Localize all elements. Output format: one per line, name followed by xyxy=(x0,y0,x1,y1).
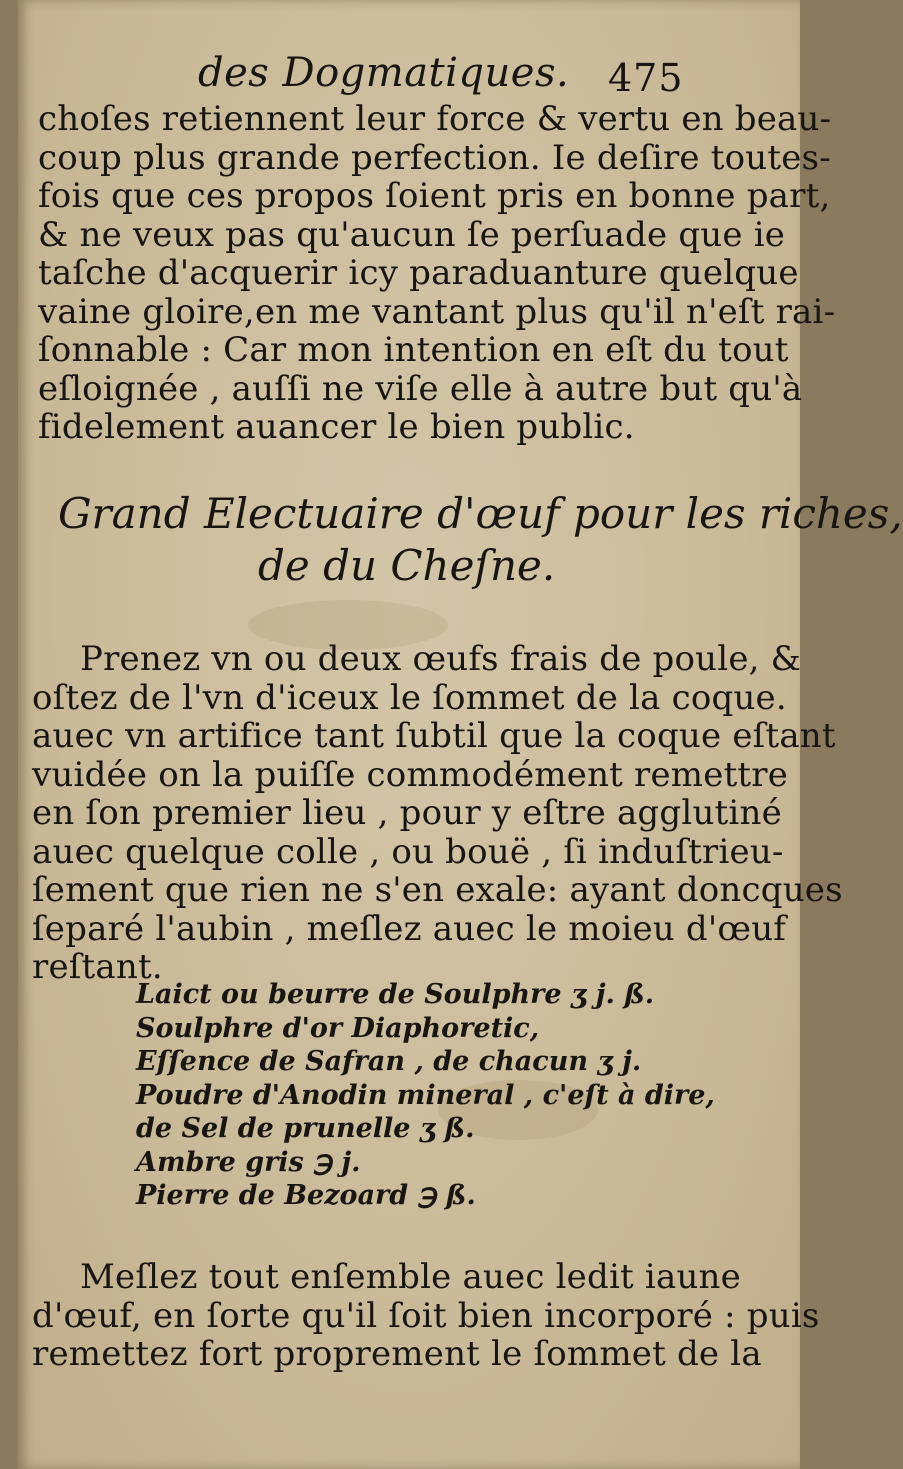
recipe-item: Laict ou beurre de Soulphre ʒ j. ß. xyxy=(136,979,655,1010)
text-line: fois que ces propos ſoient pris en bonne part, xyxy=(38,176,831,216)
paragraph-3 xyxy=(32,1257,820,1374)
text-line: remettez fort proprement le ſommet de la xyxy=(32,1334,762,1374)
paragraph-2 xyxy=(32,639,843,987)
recipe-item: Pierre de Bezoard ℈ ß. xyxy=(136,1180,476,1211)
recipe-item: Poudre d'Anodin mineral , c'eſt à dire, xyxy=(136,1079,715,1111)
text-line: ſeparé l'aubin , meſlez auec le moieu d'œuf xyxy=(32,908,787,949)
text-line: oſtez de l'vn d'iceux le ſommet de la coque. xyxy=(32,677,787,718)
paragraph-1 xyxy=(38,99,836,447)
text-line: fidelement auancer le bien public. xyxy=(38,407,635,447)
text-line: coup plus grande perfection. Ie deſire toutes- xyxy=(38,137,831,178)
text-line: auec quelque colle , ou bouë , ſi induſtrieu- xyxy=(32,831,784,872)
heading-line-1: Grand Electuaire d'œuf pour les riches, xyxy=(58,489,903,538)
recipe-list xyxy=(136,978,756,1213)
text-line: eſloignée , auſſi ne viſe elle à autre but qu'à xyxy=(38,368,803,409)
running-title: des Dogmatiques. xyxy=(198,50,570,96)
text-line: & ne veux pas qu'aucun ſe perſuade que ie xyxy=(38,214,786,255)
text-line: d'œuf, en ſorte qu'il ſoit bien incorporé : puis xyxy=(32,1295,820,1336)
recipe-item: Ambre gris ℈ j. xyxy=(136,1146,361,1178)
heading-line-2: de du Cheſne. xyxy=(258,541,556,590)
section-heading xyxy=(58,488,903,592)
page-number: 475 xyxy=(608,56,684,100)
text-line: vuidée on la puiſſe commodément remettre xyxy=(32,754,789,795)
recipe-item: Soulphre d'or Diaphoretic, xyxy=(136,1012,540,1044)
text-line: en ſon premier lieu , pour y eſtre agglutiné xyxy=(32,793,782,833)
running-head xyxy=(18,50,800,100)
recipe-item: Eſſence de Safran , de chacun ʒ j. xyxy=(136,1046,642,1077)
text-line: ſement que rien ne s'en exale: ayant doncques xyxy=(32,870,843,910)
text-line: Prenez vn ou deux œufs frais de poule, & xyxy=(80,639,802,679)
text-line: choſes retiennent leur force & vertu en beau- xyxy=(38,99,832,139)
recipe-item: de Sel de prunelle ʒ ß. xyxy=(136,1113,475,1144)
text-line: Meſlez tout enſemble auec ledit iaune xyxy=(80,1257,741,1297)
text-line: auec vn artifice tant ſubtil que la coque eſtant xyxy=(32,716,836,756)
book-page xyxy=(18,0,903,1469)
text-line: taſche d'acquerir icy paraduanture quelque xyxy=(38,253,799,293)
text-line: ſonnable : Car mon intention en eſt du tout xyxy=(38,330,789,370)
text-line: reſtant. xyxy=(32,947,163,987)
text-line: vaine gloire,en me vantant plus qu'il n'eſt rai- xyxy=(38,291,836,332)
